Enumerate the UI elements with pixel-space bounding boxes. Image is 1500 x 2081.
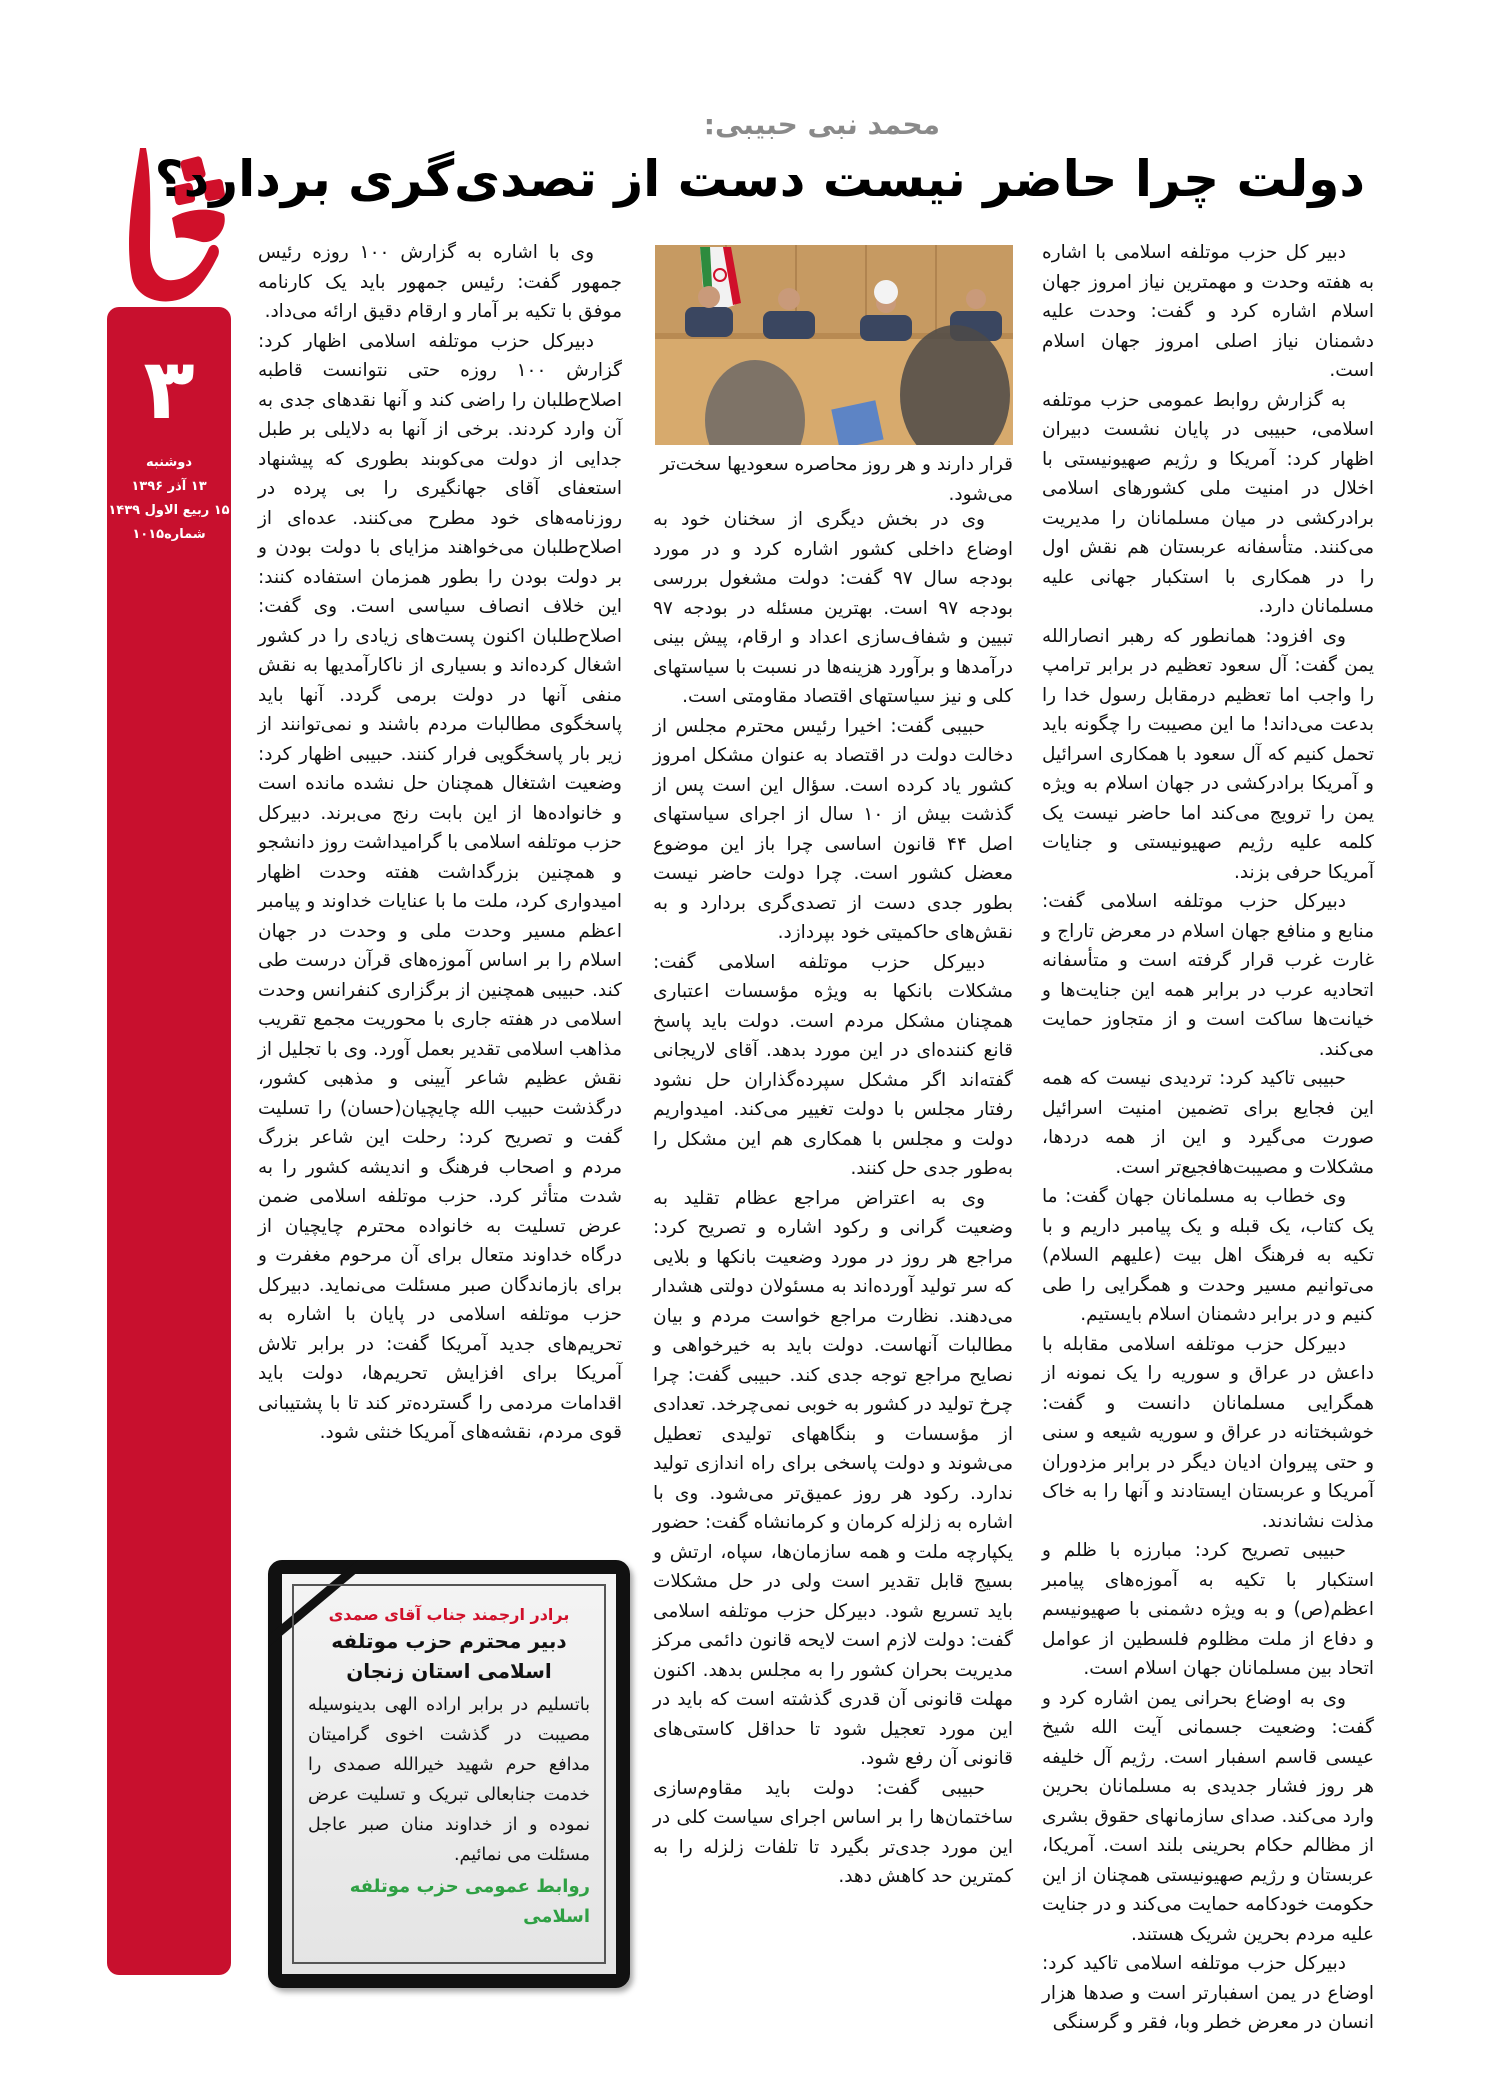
logo-calligraphy-icon xyxy=(112,118,232,308)
paragraph: دبیرکل حزب موتلفه اسلامی تاکید کرد: اوضاع در یمن اسفبارتر است و صدها هزار انسان در معرض خطر وبا، فقر و گرسنگی xyxy=(1042,1953,1374,2033)
article-kicker: محمد نبی حبیبی: xyxy=(703,108,940,141)
condolence-body: باتسلیم در برابر اراده الهی بدینوسیله مصیبت در گذشت اخوی گرامیتان مدافع حرم شهید خیرالله صمدی را خدمت جنابعالی تبریک و تسلیت عرض نموده و از خداوند منان صبر عاجل مسئلت می نمائیم. xyxy=(308,1695,590,1865)
paragraph: حبیبی تاکید کرد: تردیدی نیست که همه این فجایع برای تضمین امنیت اسرائیل صورت می‌گیرد و این از همه دردها، مشکلات و مصیبت‌هافجیع‌تر است. xyxy=(1042,1068,1374,1178)
article-column-left xyxy=(258,238,622,1448)
photo-caption: قرار دارند و هر روز محاصره سعودیها سخت‌تر می‌شود. xyxy=(660,454,1013,505)
paragraph: دبیرکل حزب موتلفه اسلامی اظهار کرد: گزارش ۱۰۰ روزه حتی نتوانست قاطبه اصلاح‌طلبان را راضی کند و آنها نقدهای جدی به آن وارد کردند. برخی از آنها به دلایلی بر طبل جدایی از دولت می‌کوبند بطوری که پیشنهاد استعفای آقای جهانگیری را بی پرده در روزنامه‌های خود مطرح می‌کنند. عده‌ای از اصلاح‌طلبان می‌خواهند مزایای با دولت بودن و بر دولت بودن را بطور همزمان استفاده کنند: این خلاف انصاف سیاسی است. وی گفت: اصلاح‌طلبان اکنون پست‌های زیادی را در کشور اشغال کرده‌اند و بسیاری از ناکارآمدیها به نقش منفی آنها در دولت برمی گردد. آنها باید پاسخگوی مطالبات مردم باشند و نمی‌توانند از زیر بار پاسخگویی فرار کنند. حبیبی اظهار کرد: وضعیت اشتغال همچنان حل نشده مانده است و خانواده‌ها از این بابت رنج می‌برند. دبیرکل حزب موتلفه اسلامی با گرامیداشت روز دانشجو و همچنین بزرگداشت هفته وحدت اظهار امیدواری کرد، ملت ما با عنایات خداوند و پیامبر اعظم مسیر وحدت ملی و وحدت در جهان اسلام را بر اساس آموزه‌های قرآن درست طی کند. حبیبی همچنین از برگزاری کنفرانس وحدت اسلامی در هفته جاری با محوریت مجمع تقریب مذاهب اسلامی تقدیر بعمل آورد. وی با تجلیل از نقش عظیم شاعر آیینی و مذهبی کشور، درگذشت حبیب الله چایچیان(حسان) را تسلیت گفت و تصریح کرد: رحلت این شاعر بزرگ مردم و اصحاب فرهنگ و اندیشه کشور را به شدت متأثر کرد. حزب موتلفه اسلامی ضمن عرض تسلیت به خانواده محترم چایچیان از درگاه خداوند متعال برای آن مرحوم مغفرت و برای بازماندگان صبر مسئلت می‌نماید. دبیرکل حزب موتلفه اسلامی در پایان با اشاره به تحریم‌های جدید آمریکا گفت: در برابر تلاش آمریکا برای افزایش تحریم‌ها، دولت باید اقدامات مردمی را گسترده‌تر کند تا با پشتیبانی قوی مردم، نقشه‌های آمریکا خنثی شود. xyxy=(258,330,622,1443)
issue-dates xyxy=(107,451,231,547)
condolence-notice xyxy=(268,1560,630,1988)
condolence-signature: روابط عمومی حزب موتلفه اسلامی xyxy=(349,1876,590,1927)
issue-number: شماره۱۰۱۵ xyxy=(132,527,206,542)
paragraph: دبیر کل حزب موتلفه اسلامی با اشاره به هفته وحدت و مهمترین نیاز امروز جهان اسلام اشاره کرد و گفت: وحدت علیه دشمنان نیاز اصلی امروز جهان اسلام است. xyxy=(1042,242,1374,381)
paragraph: حبیبی تصریح کرد: مبارزه با ظلم و استکبار با تکیه به آموزه‌های پیامبر اعظم(ص) و به ویژه دشمنی با صهیونیسم و دفاع از ملت مظلوم فلسطین از عوامل اتحاد بین مسلمانان جهان اسلام است. xyxy=(1042,1540,1374,1679)
page-number: ۳ xyxy=(143,340,195,438)
issue-sidebar xyxy=(107,307,231,1975)
condolence-notice-content xyxy=(292,1584,606,1964)
article-photo xyxy=(655,245,1013,445)
paragraph: دبیرکل حزب موتلفه اسلامی گفت: مشکلات بانکها به ویژه مؤسسات اعتباری همچنان مشکل مردم است. دولت باید پاسخ قانع کننده‌ای در این مورد بدهد. آقای لاریجانی گفته‌اند اگر مشکل سپرده‌گذاران حل نشود رفتار مجلس با دولت تغییر می‌کند. امیدواریم دولت و مجلس با همکاری هم این مشکل را به‌طور جدی حل کنند. xyxy=(653,951,1013,1179)
article-column-right xyxy=(1042,238,1374,2038)
masthead-logo xyxy=(112,118,232,308)
condolence-recipient: برادر ارجمند جناب آقای صمدی xyxy=(328,1605,570,1624)
paragraph: وی در بخش دیگری از سخنان خود به اوضاع داخلی کشور اشاره کرد و در مورد بودجه سال ۹۷ گفت: دولت مشغول بررسی بودجه ۹۷ است. بهترین مسئله در بودجه ۹۷ تبیین و شفاف‌سازی اعداد و ارقام، پیش بینی درآمدها و برآورد هزینه‌ها در نسبت با سیاستهای کلی و نیز سیاستهای اقتصاد مقاومتی است. xyxy=(653,509,1013,707)
paragraph: وی با اشاره به گزارش ۱۰۰ روزه رئیس جمهور گفت: رئیس جمهور باید یک کارنامه موفق با تکیه بر آمار و ارقام دقیق ارائه می‌داد. xyxy=(258,242,622,322)
paragraph: وی خطاب به مسلمانان جهان گفت: ما یک کتاب، یک قبله و یک پیامبر داریم و با تکیه به فرهنگ اهل بیت (علیهم السلام) می‌توانیم مسیر وحدت و همگرایی را طی کنیم و در برابر دشمنان اسلام بایستیم. xyxy=(1042,1186,1374,1325)
paragraph: حبیبی گفت: دولت باید مقاوم‌سازی ساختمان‌ها را بر اساس اجرای سیاست کلی در این مورد جدی‌تر بگیرد تا تلفات زلزله را به کمترین حد کاهش دهد. xyxy=(653,1777,1013,1887)
paragraph: وی به اوضاع بحرانی یمن اشاره کرد و گفت: وضعیت جسمانی آیت الله شیخ عیسی قاسم اسفبار است. رژیم آل خلیفه هر روز فشار جدیدی به مسلمانان بحرین وارد می‌کند. صدای سازمانهای حقوق بشری از مظالم حکام بحرینی بلند است. آمریکا، عربستان و رژیم صهیونیستی همچنان از این حکومت خودکامه حمایت می‌کند و در جنایت علیه مردم بحرین شریک هستند. xyxy=(1042,1687,1374,1945)
weekday: دوشنبه xyxy=(145,455,193,470)
article-headline: دولت چرا حاضر نیست دست از تصدی‌گری بردارد؟ xyxy=(154,150,1365,208)
paragraph: دبیرکل حزب موتلفه اسلامی مقابله با داعش در عراق و سوریه را یک نمونه از همگرایی مسلمانان دانست و گفت: خوشبختانه در عراق و سوریه شیعه و سنی و حتی پیروان ادیان دیگر در برابر مزدوران آمریکا و عربستان ایستادند و آنها را به خاک مذلت نشاندند. xyxy=(1042,1333,1374,1532)
paragraph: وی افزود: همانطور که رهبر انصارالله یمن گفت: آل سعود تعظیم در برابر ترامپ را واجب اما تعظیم درمقابل رسول خدا را بدعت می‌داند! ما این مصیبت را چگونه باید تحمل کنیم که آل سعود با همکاری اسرائیل و آمریکا برادرکشی در جهان اسلام به ویژه یمن را ترویج می‌کند اما حاضر نیست یک کلمه علیه رژیم صهیونیستی و جنایات آمریکا حرفی بزند. xyxy=(1042,625,1374,883)
article-column-middle xyxy=(653,505,1013,1892)
condolence-title: دبیر محترم حزب موتلفه اسلامی استان زنجان xyxy=(331,1629,567,1683)
date-solar: ۱۳ آذر ۱۳۹۶ xyxy=(131,479,207,494)
paragraph: وی به اعتراض مراجع عظام تقلید به وضعیت گرانی و رکود اشاره و تصریح کرد: مراجع هر روز در مورد وضعیت بانکها و بلایی که سر تولید آورده‌اند به مسئولان دولتی هشدار می‌دهند. نظارت مراجع خواست مردم و بیان مطالبات آنهاست. دولت باید به خیرخواهی و نصایح مراجع توجه جدی کند. حبیبی گفت: چرا چرخ تولید در کشور به خوبی نمی‌چرخد. تعدادی از مؤسسات و بنگاههای تولیدی تعطیل می‌شوند و دولت پاسخی برای راه اندازی تولید ندارد. رکود هر روز عمیق‌تر می‌شود. وی با اشاره به زلزله کرمان و کرمانشاه گفت: حضور یکپارچه ملت و همه سازمان‌ها، سپاه، ارتش و بسیج قابل تقدیر است ولی در حل مشکلات باید تسریع شود. دبیرکل حزب موتلفه اسلامی گفت: دولت لازم است لایحه قانون دائمی مرکز مدیریت بحران کشور را به مجلس بدهد. اکنون مهلت قانونی آن قدری گذشته است که باید در این مورد تعجیل شود تا حداقل کاستی‌های قانونی آن رفع شود. xyxy=(653,1187,1013,1769)
paragraph: به گزارش روابط عمومی حزب موتلفه اسلامی، حبیبی در پایان نشست دبیران اظهار کرد: آمریکا و رژیم صهیونیستی با اخلال در امنیت ملی کشورهای اسلامی برادرکشی در میان مسلمانان را مدیریت می‌کنند. متأسفانه عربستان هم نقش اول را در همکاری با استکبار جهانی علیه مسلمانان دارد. xyxy=(1042,389,1374,617)
cabinet-meeting-photo-icon xyxy=(655,245,1013,445)
date-lunar: ۱۵ ربیع الاول ۱۴۳۹ xyxy=(108,503,230,518)
paragraph: دبیرکل حزب موتلفه اسلامی گفت: منابع و منافع جهان اسلام در معرض تاراج و غارت غرب قرار گرفته است و متأسفانه اتحادیه عرب در برابر همه این جنایت‌ها و خیانت‌ها ساکت است و از متجاوز حمایت می‌کند. xyxy=(1042,891,1374,1060)
paragraph: حبیبی گفت: اخیرا رئیس محترم مجلس از دخالت دولت در اقتصاد به عنوان مشکل امروز کشور یاد کرده است. سؤال این است پس از گذشت بیش از ۱۰ سال از اجرای سیاستهای اصل ۴۴ قانون اساسی چرا باز این موضوع معضل کشور است. چرا دولت حاضر نیست بطور جدی دست از تصدی‌گری بردارد و به نقش‌های حاکمیتی خود بپردازد. xyxy=(653,715,1014,943)
